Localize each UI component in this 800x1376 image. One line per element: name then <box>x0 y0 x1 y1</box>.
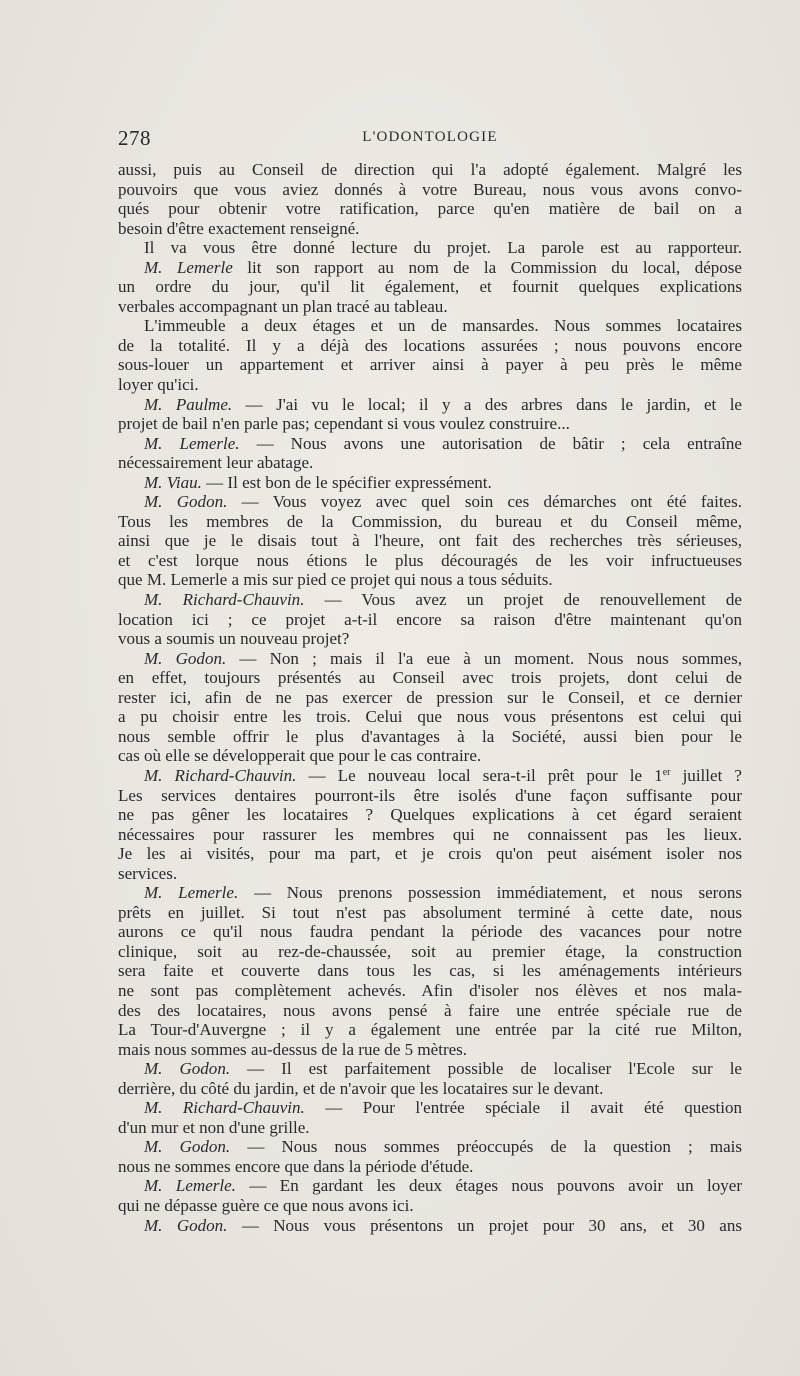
text-line <box>118 492 742 512</box>
running-title: L'ODONTOLOGIE <box>362 129 498 145</box>
text-line <box>118 277 742 297</box>
text-line <box>118 199 742 219</box>
line-text: — Vous voyez avec quel soin ces démarches ont été faites. <box>227 492 742 512</box>
line-text: — Nous nous sommes préoccupés de la question ; mais <box>230 1137 742 1157</box>
text-line <box>118 1157 742 1177</box>
text-line <box>118 649 742 669</box>
line-text: d'un mur et non d'une grille. <box>118 1117 310 1137</box>
line-text: — Nous vous présentons un projet pour 30 ans, et 30 ans <box>227 1215 743 1235</box>
speaker-name: M. Godon. <box>144 1137 231 1157</box>
line-text: de la totalité. Il y a déjà des locations assurées ; nous pouvons encore <box>118 335 742 355</box>
text-line <box>118 336 742 356</box>
text-line <box>118 610 742 630</box>
text-line <box>118 922 742 942</box>
speaker-name: M. Paulme. <box>144 394 233 414</box>
line-text: besoin d'être exactement renseigné. <box>118 218 360 238</box>
text-line <box>118 160 742 180</box>
text-line <box>118 727 742 747</box>
text-line <box>118 258 742 278</box>
line-text: a pu choisir entre les trois. Celui que nous vous présentons est celui qui <box>118 707 742 727</box>
line-text: — Il est parfaitement possible de localiser l'Ecole sur le <box>230 1059 742 1079</box>
text-line <box>118 981 742 1001</box>
text-line <box>118 1118 742 1138</box>
line-text: des des locataires, nous avons pensé à faire une entrée spéciale rue de <box>118 1000 742 1020</box>
line-text: lit son rapport au nom de la Commission du local, dépose <box>232 257 742 277</box>
text-line <box>118 903 742 923</box>
line-text: derrière, du côté du jardin, et de n'avoir que les locataires sur le devant. <box>118 1078 604 1098</box>
line-text: un ordre du jour, qu'il lit également, et fournit quelques explications <box>118 277 742 297</box>
line-text: — Nous avons une autorisation de bâtir ; cela entraîne <box>239 433 742 453</box>
line-text: — Vous avez un projet de renouvellement de <box>304 590 742 610</box>
text-line <box>118 1098 742 1118</box>
speaker-name: M. Lemerle. <box>144 883 239 903</box>
text-line <box>118 531 742 551</box>
line-text: pouvoirs que vous aviez donnés à votre Bureau, nous vous avons convo- <box>118 179 742 199</box>
text-line <box>118 786 742 806</box>
line-text: nécessairement leur abatage. <box>118 453 314 473</box>
line-text: ainsi que je le disais tout à l'heure, ont fait des recherches très sérieuses, <box>118 531 742 551</box>
text-line <box>118 512 742 532</box>
text-line <box>118 883 742 903</box>
line-text: prêts en juillet. Si tout n'est pas absolument terminé à cette date, nous <box>118 902 742 922</box>
line-text: cas où elle se développerait que pour le cas contraire. <box>118 746 482 766</box>
text-line <box>118 942 742 962</box>
line-text: rester ici, afin de ne pas exercer de pression sur le Conseil, et ce dernier <box>118 687 742 707</box>
speaker-name: M. Richard-Chauvin. <box>144 590 305 610</box>
speaker-name: M. Richard-Chauvin. <box>144 765 297 785</box>
text-line <box>118 707 742 727</box>
line-text: aussi, puis au Conseil de direction qui l'a adopté également. Malgré les <box>118 160 742 179</box>
line-text: La Tour-d'Auvergne ; il y a également une entrée par la cité rue Milton, <box>118 1020 742 1040</box>
text-line <box>118 473 742 493</box>
line-text: Il va vous être donné lecture du projet. La parole est au rapporteur. <box>144 238 742 258</box>
line-text: et c'est lorque nous étions le plus découragés de les voir infructueuses <box>118 550 742 570</box>
line-text: Je les ai visités, pour ma part, et je crois qu'on peut aisément isoler nos <box>118 844 742 864</box>
line-text: — Non ; mais il l'a eue à un moment. Nous nous sommes, <box>226 648 742 668</box>
speaker-name: M. Godon. <box>144 1059 231 1079</box>
line-text: loyer qu'ici. <box>118 375 199 395</box>
text-line <box>118 434 742 454</box>
text-line <box>118 414 742 434</box>
text-line <box>118 1137 742 1157</box>
line-text: qués pour obtenir votre ratification, parce qu'en matière de bail on a <box>118 199 742 219</box>
speaker-name: M. Godon. <box>144 648 227 668</box>
line-text: sous-louer un appartement et arriver ainsi à payer à peu près le même <box>118 355 742 375</box>
text-line <box>118 570 742 590</box>
line-text: ne pas gêner les locataires ? Quelques explications à cet égard seraient <box>118 805 742 825</box>
text-line <box>118 1079 742 1099</box>
line-text: sera faite et couverte dans tous les cas, si les aménagements intérieurs <box>118 961 742 981</box>
speaker-name: M. Lemerle. <box>144 1176 236 1196</box>
line-text: nous ne sommes encore que dans la période d'étude. <box>118 1156 474 1176</box>
page-number: 278 <box>118 126 151 150</box>
speaker-name: M. Lemerle. <box>144 433 240 453</box>
line-text: — Pour l'entrée spéciale il avait été question <box>304 1098 742 1118</box>
text-line <box>118 1040 742 1060</box>
text-line <box>118 355 742 375</box>
text-line <box>118 668 742 688</box>
line-text: verbales accompagnant un plan tracé au tableau. <box>118 296 448 316</box>
line-text: Les services dentaires pourront-ils être isolés d'une façon suffisante pour <box>118 785 742 805</box>
text-line <box>118 629 742 649</box>
line-text: — En gardant les deux étages nous pouvons avoir un loyer <box>235 1176 742 1196</box>
line-text: L'immeuble a deux étages et un de mansardes. Nous sommes locataires <box>144 316 742 336</box>
text-line <box>118 844 742 864</box>
line-text: services. <box>118 863 178 883</box>
text-line <box>118 375 742 395</box>
line-text: — J'ai vu le local; il y a des arbres dans le jardin, et le <box>232 394 742 414</box>
text-line <box>118 297 742 317</box>
line-text: projet de bail n'en parle pas; cependant si vous voulez construire... <box>118 414 570 434</box>
body-text <box>118 160 742 1235</box>
text-line <box>118 766 742 786</box>
text-line <box>118 590 742 610</box>
text-line <box>118 219 742 239</box>
text-line <box>118 961 742 981</box>
speaker-name: M. Richard-Chauvin. <box>144 1098 305 1118</box>
text-line <box>118 746 742 766</box>
text-line <box>118 1059 742 1079</box>
text-line <box>118 1196 742 1216</box>
text-line <box>118 180 742 200</box>
speaker-name: M. Viau. <box>144 472 202 492</box>
line-text: nous semble offrir le plus d'avantages à la Société, aussi bien pour le <box>118 726 742 746</box>
line-text: — Il est bon de le spécifier expressément. <box>201 472 492 492</box>
line-text: juillet ? <box>670 765 742 785</box>
text-line <box>118 316 742 336</box>
text-line <box>118 864 742 884</box>
text-line <box>118 805 742 825</box>
text-line <box>118 395 742 415</box>
text-line <box>118 1001 742 1021</box>
line-text: Tous les membres de la Commission, du bureau et du Conseil même, <box>118 511 742 531</box>
line-text: que M. Lemerle a mis sur pied ce projet qui nous a tous séduits. <box>118 570 553 590</box>
speaker-name: M. Godon. <box>144 1215 228 1235</box>
page-header <box>118 126 742 150</box>
text-line <box>118 238 742 258</box>
speaker-name: M. Godon. <box>144 492 228 512</box>
superscript: er <box>662 766 671 778</box>
line-text: en effet, toujours présentés au Conseil avec trois projets, dont celui de <box>118 668 742 688</box>
line-text: location ici ; ce projet a-t-il encore sa raison d'être maintenant qu'on <box>118 609 742 629</box>
line-text: clinique, soit au rez-de-chaussée, soit au premier étage, la construction <box>118 941 742 961</box>
text-line <box>118 825 742 845</box>
text-line <box>118 453 742 473</box>
text-line <box>118 688 742 708</box>
text-line <box>118 1176 742 1196</box>
line-text: mais nous sommes au-dessus de la rue de 5 mètres. <box>118 1039 468 1059</box>
speaker-name: M. Lemerle <box>144 257 233 277</box>
text-line <box>118 1216 742 1236</box>
line-text: — Nous prenons possession immédiatement, et nous serons <box>238 883 742 903</box>
line-text: aurons ce qu'il nous faudra pendant la période des vacances pour notre <box>118 922 742 942</box>
line-text: — Le nouveau local sera-t-il prêt pour le 1 <box>296 765 663 785</box>
line-text: vous a soumis un nouveau projet? <box>118 629 350 649</box>
line-text: ne sont pas complètement achevés. Afin d'isoler nos élèves et nos mala- <box>118 980 742 1000</box>
text-line <box>118 1020 742 1040</box>
text-line <box>118 551 742 571</box>
line-text: qui ne dépasse guère ce que nous avons ici. <box>118 1195 414 1215</box>
line-text: nécessaires pour rassurer les membres qui ne connaissent pas les lieux. <box>118 824 742 844</box>
